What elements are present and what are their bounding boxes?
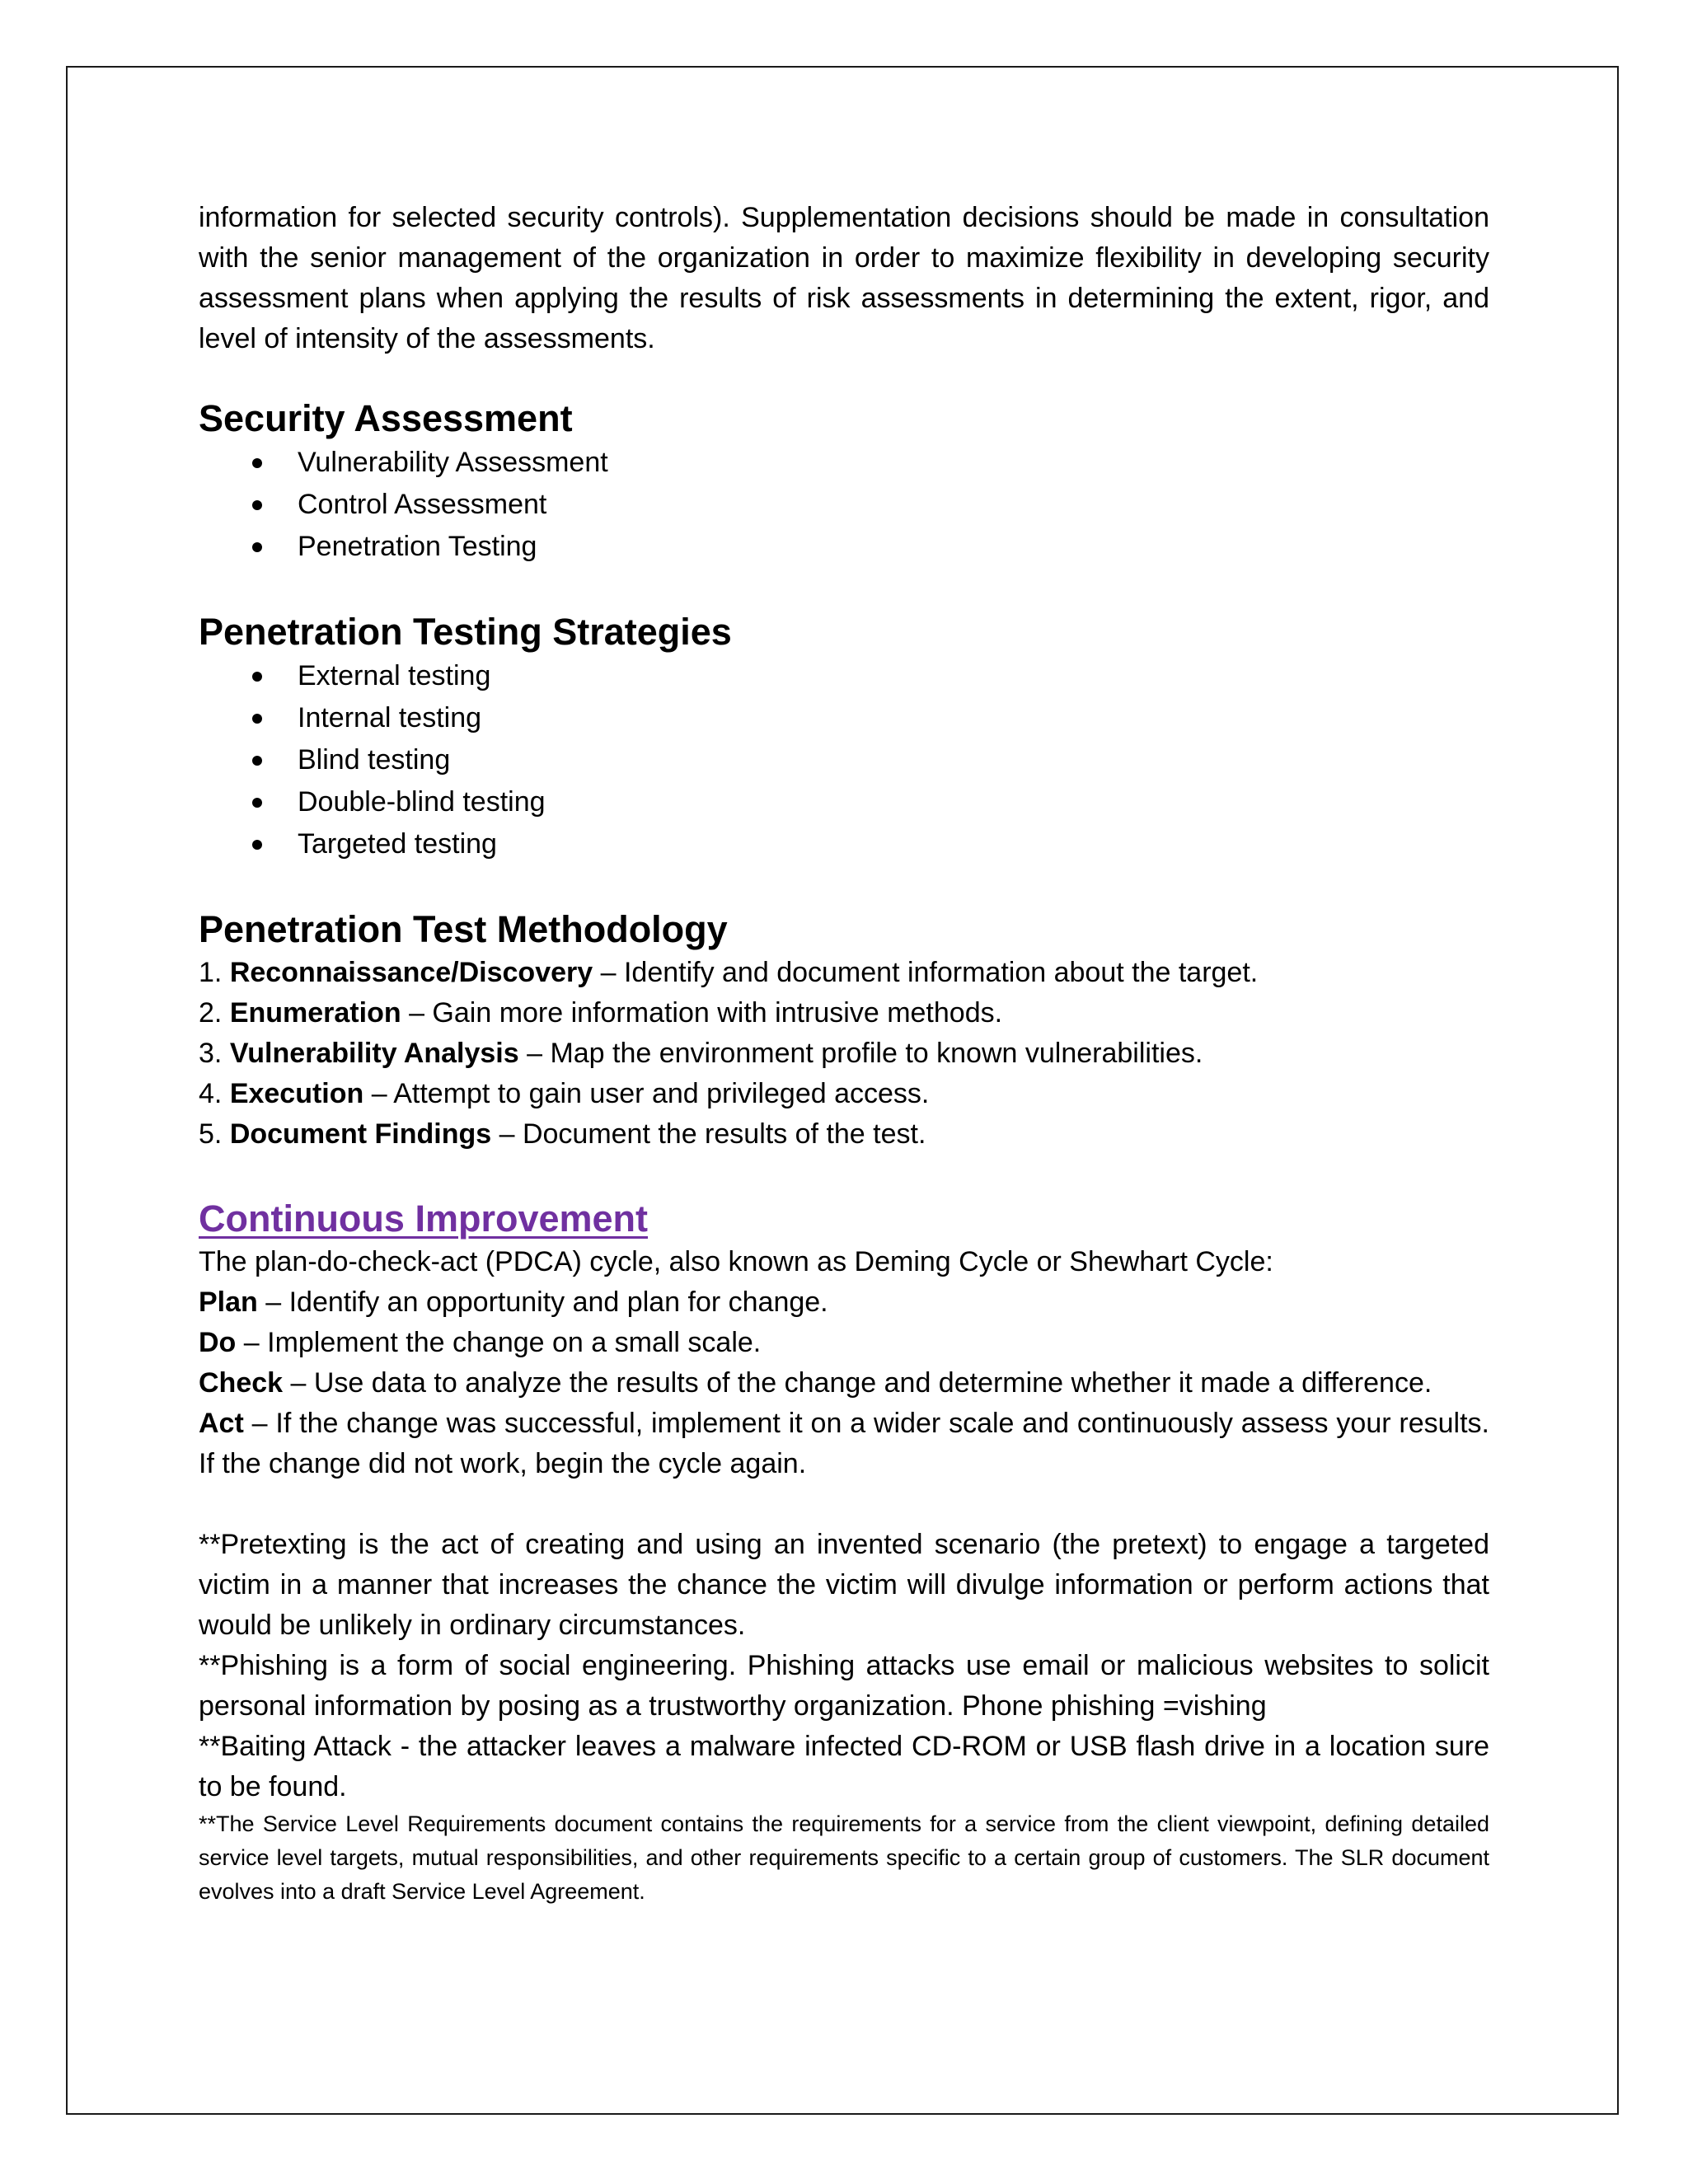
- methodology-step: 1. Reconnaissance/Discovery – Identify and document information about the target.: [199, 957, 1259, 988]
- pdca-item-plan: Plan – Identify an opportunity and plan for change.: [199, 1286, 828, 1318]
- bullet-icon: [252, 798, 262, 808]
- bullet-icon: [252, 500, 262, 510]
- list-item: External testing: [199, 655, 1489, 697]
- pdca-item-do: Do – Implement the change on a small scale.: [199, 1327, 762, 1358]
- security-assessment-list: [199, 442, 1489, 568]
- list-item: Vulnerability Assessment: [199, 442, 1489, 484]
- list-item: Penetration Testing: [199, 526, 1489, 568]
- methodology-step: 5. Document Findings – Document the results of the test.: [199, 1118, 926, 1150]
- pdca-item-check: Check – Use data to analyze the results of the change and determine whether it made a difference.: [199, 1367, 1432, 1399]
- pdca-item-act: Act – If the change was successful, implement it on a wider scale and continuously assess your results. If the change did not work, begin the cycle again.: [199, 1408, 1489, 1479]
- pen-testing-strategies-list: [199, 655, 1489, 865]
- bullet-icon: [252, 714, 262, 724]
- document-content: [199, 198, 1489, 1909]
- bullet-icon: [252, 542, 262, 552]
- note-pretexting: **Pretexting is the act of creating and using an invented scenario (the pretext) to engage a targeted victim in a manner that increases the chance the victim will divulge information or perform actions that would be unlikely in ordinary circumstances.: [199, 1529, 1489, 1641]
- security-assessment-heading: Security Assessment: [199, 397, 573, 439]
- bullet-icon: [252, 840, 262, 850]
- notes-section: [199, 1525, 1489, 1909]
- pen-testing-strategies-heading: Penetration Testing Strategies: [199, 611, 732, 653]
- pen-test-methodology-heading: Penetration Test Methodology: [199, 908, 728, 950]
- note-slr: **The Service Level Requirements document contains the requirements for a service from the client viewpoint, defining detailed service level targets, mutual responsibilities, and other requirements specific to a certain group of customers. The SLR document evolves into a draft Service Level Agreement.: [199, 1811, 1489, 1904]
- list-item: Blind testing: [199, 739, 1489, 781]
- note-baiting: **Baiting Attack - the attacker leaves a malware infected CD-ROM or USB flash drive in a location sure to be found.: [199, 1731, 1489, 1802]
- pdca-intro: The plan-do-check-act (PDCA) cycle, also known as Deming Cycle or Shewhart Cycle:: [199, 1246, 1273, 1277]
- methodology-step: 3. Vulnerability Analysis – Map the environment profile to known vulnerabilities.: [199, 1038, 1203, 1069]
- note-phishing: **Phishing is a form of social engineering. Phishing attacks use email or malicious websites to solicit personal information by posing as a trustworthy organization. Phone phishing =vishing: [199, 1650, 1489, 1722]
- methodology-step: 2. Enumeration – Gain more information with intrusive methods.: [199, 997, 1003, 1029]
- bullet-icon: [252, 458, 262, 468]
- list-item: Targeted testing: [199, 823, 1489, 865]
- bullet-icon: [252, 756, 262, 766]
- list-item: Double-blind testing: [199, 781, 1489, 823]
- intro-paragraph: information for selected security controls). Supplementation decisions should be made in consultation with the senior management of the organization in order to maximize flexibility in developing security assessment plans when applying the results of risk assessments in determining the extent, rigor, and level of intensity of the assessments.: [199, 202, 1489, 354]
- continuous-improvement-link[interactable]: Continuous Improvement: [199, 1197, 649, 1240]
- methodology-steps: [199, 953, 1489, 1155]
- methodology-step: 4. Execution – Attempt to gain user and privileged access.: [199, 1078, 930, 1109]
- list-item: Internal testing: [199, 697, 1489, 739]
- list-item: Control Assessment: [199, 484, 1489, 526]
- pdca-section: [199, 1242, 1489, 1484]
- bullet-icon: [252, 672, 262, 682]
